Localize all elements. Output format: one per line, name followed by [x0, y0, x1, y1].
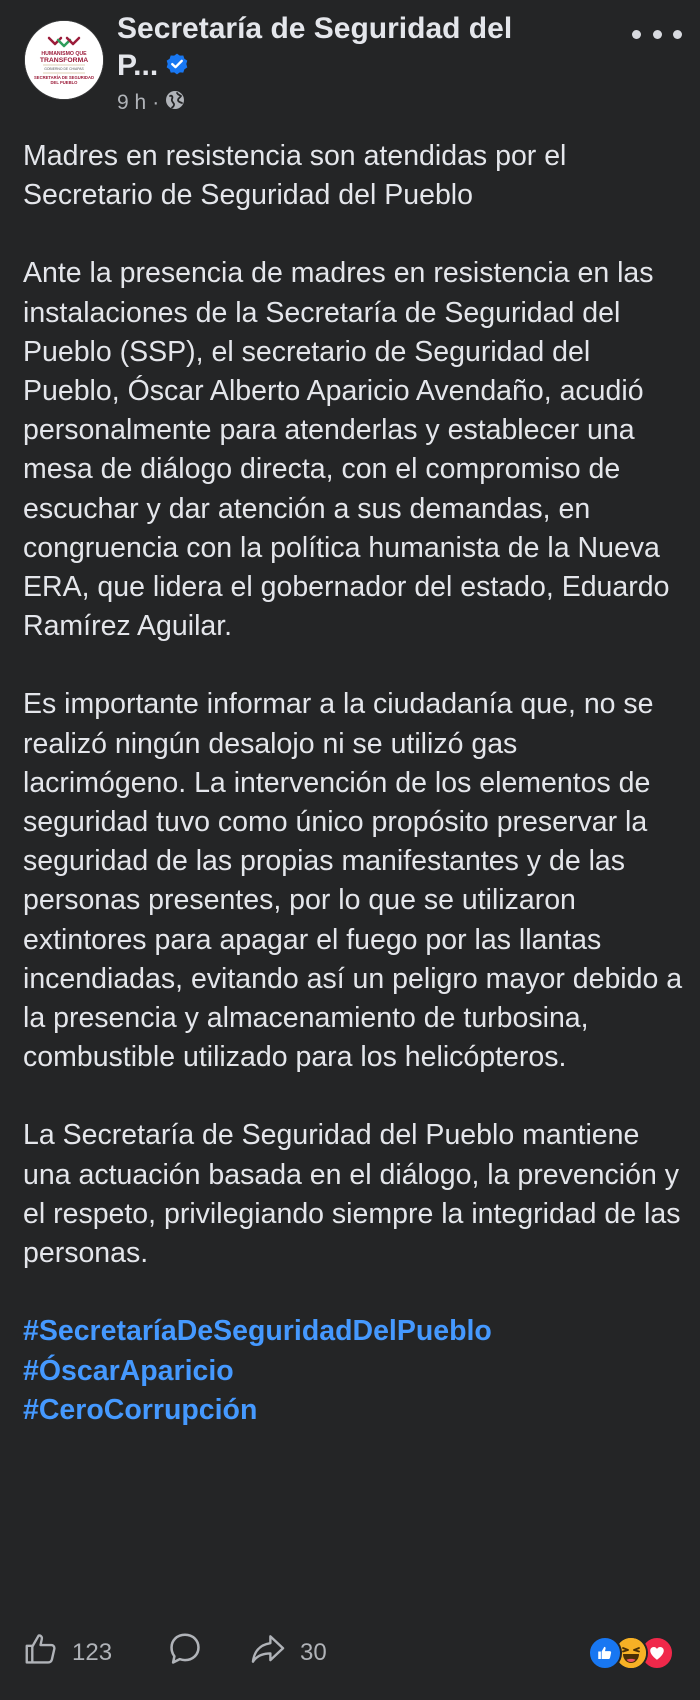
post-header — [0, 0, 700, 125]
reaction-summary[interactable] — [588, 1636, 674, 1670]
avatar-logo-text-5: DEL PUEBLO — [50, 80, 78, 85]
hashtag-list — [23, 1312, 687, 1431]
avatar-logo-text-4: SECRETARÍA DE SEGURIDAD — [33, 75, 95, 80]
share-count: 30 — [300, 1638, 327, 1666]
hashtag-link[interactable]: #CeroCorrupción — [23, 1394, 258, 1427]
like-reaction-icon — [588, 1636, 622, 1670]
meta-separator: · — [152, 91, 160, 114]
comment-button[interactable] — [166, 1630, 204, 1675]
like-count: 123 — [72, 1638, 113, 1666]
post-text — [23, 137, 687, 1431]
page-name-link[interactable] — [117, 10, 557, 87]
hashtag-link[interactable]: #ÓscarAparicio — [23, 1354, 234, 1387]
avatar-logo-text-1: HUMANISMO QUE — [41, 51, 87, 57]
post-paragraph: Ante la presencia de madres en resistencia en las instalaciones de la Secretaría de Seguridad del Pueblo (SSP), el secretario de Seguridad del Pueblo, Óscar Alberto Aparicio Avendaño, acudió personalmente para atenderlas y establecer una mesa de diálogo directa, con el compromiso de escuchar y dar atención a sus demandas, en congruencia con la política humanista de la Nueva ERA, que lidera el gobernador del estado, Eduardo Ramírez Aguilar. — [23, 257, 670, 643]
avatar-logo-text-3: GOBIERNO DE CHIAPAS — [44, 67, 84, 71]
verified-badge-icon — [164, 50, 190, 87]
page-name[interactable]: Secretaría de Seguridad del P... — [117, 12, 513, 82]
share-button[interactable] — [248, 1630, 327, 1675]
post-actions-bar — [0, 1630, 700, 1680]
like-button[interactable] — [22, 1630, 112, 1675]
post-meta — [117, 90, 185, 116]
post-timestamp[interactable]: 9 h — [117, 91, 147, 114]
globe-icon — [165, 90, 185, 116]
comment-icon — [166, 1630, 204, 1675]
more-options-icon[interactable] — [632, 22, 682, 46]
avatar-logo-text-2: TRANSFORMA — [39, 57, 89, 64]
like-icon — [22, 1630, 60, 1675]
post-paragraph-title: Madres en resistencia son atendidas por el Secretario de Seguridad del Pueblo — [23, 140, 567, 212]
page-avatar[interactable] — [24, 20, 104, 100]
post-paragraph: La Secretaría de Seguridad del Pueblo mantiene una actuación basada en el diálogo, la prevención y el respeto, privilegiando siempre la integridad de las personas. — [23, 1119, 681, 1270]
post-paragraph: Es importante informar a la ciudadanía que, no se realizó ningún desalojo ni se utilizó gas lacrimógeno. La intervención de los elementos de seguridad tuvo como único propósito preservar la seguridad de las propias manifestantes y de las personas presentes, por lo que se utilizaron extintores para apagar el fuego por las llantas incendiadas, evitando así un peligro mayor debido a la presencia y almacenamiento de turbosina, combustible utilizado para los helicópteros. — [23, 688, 683, 1074]
share-icon — [248, 1630, 288, 1675]
hashtag-link[interactable]: #SecretaríaDeSeguridadDelPueblo — [23, 1315, 492, 1348]
